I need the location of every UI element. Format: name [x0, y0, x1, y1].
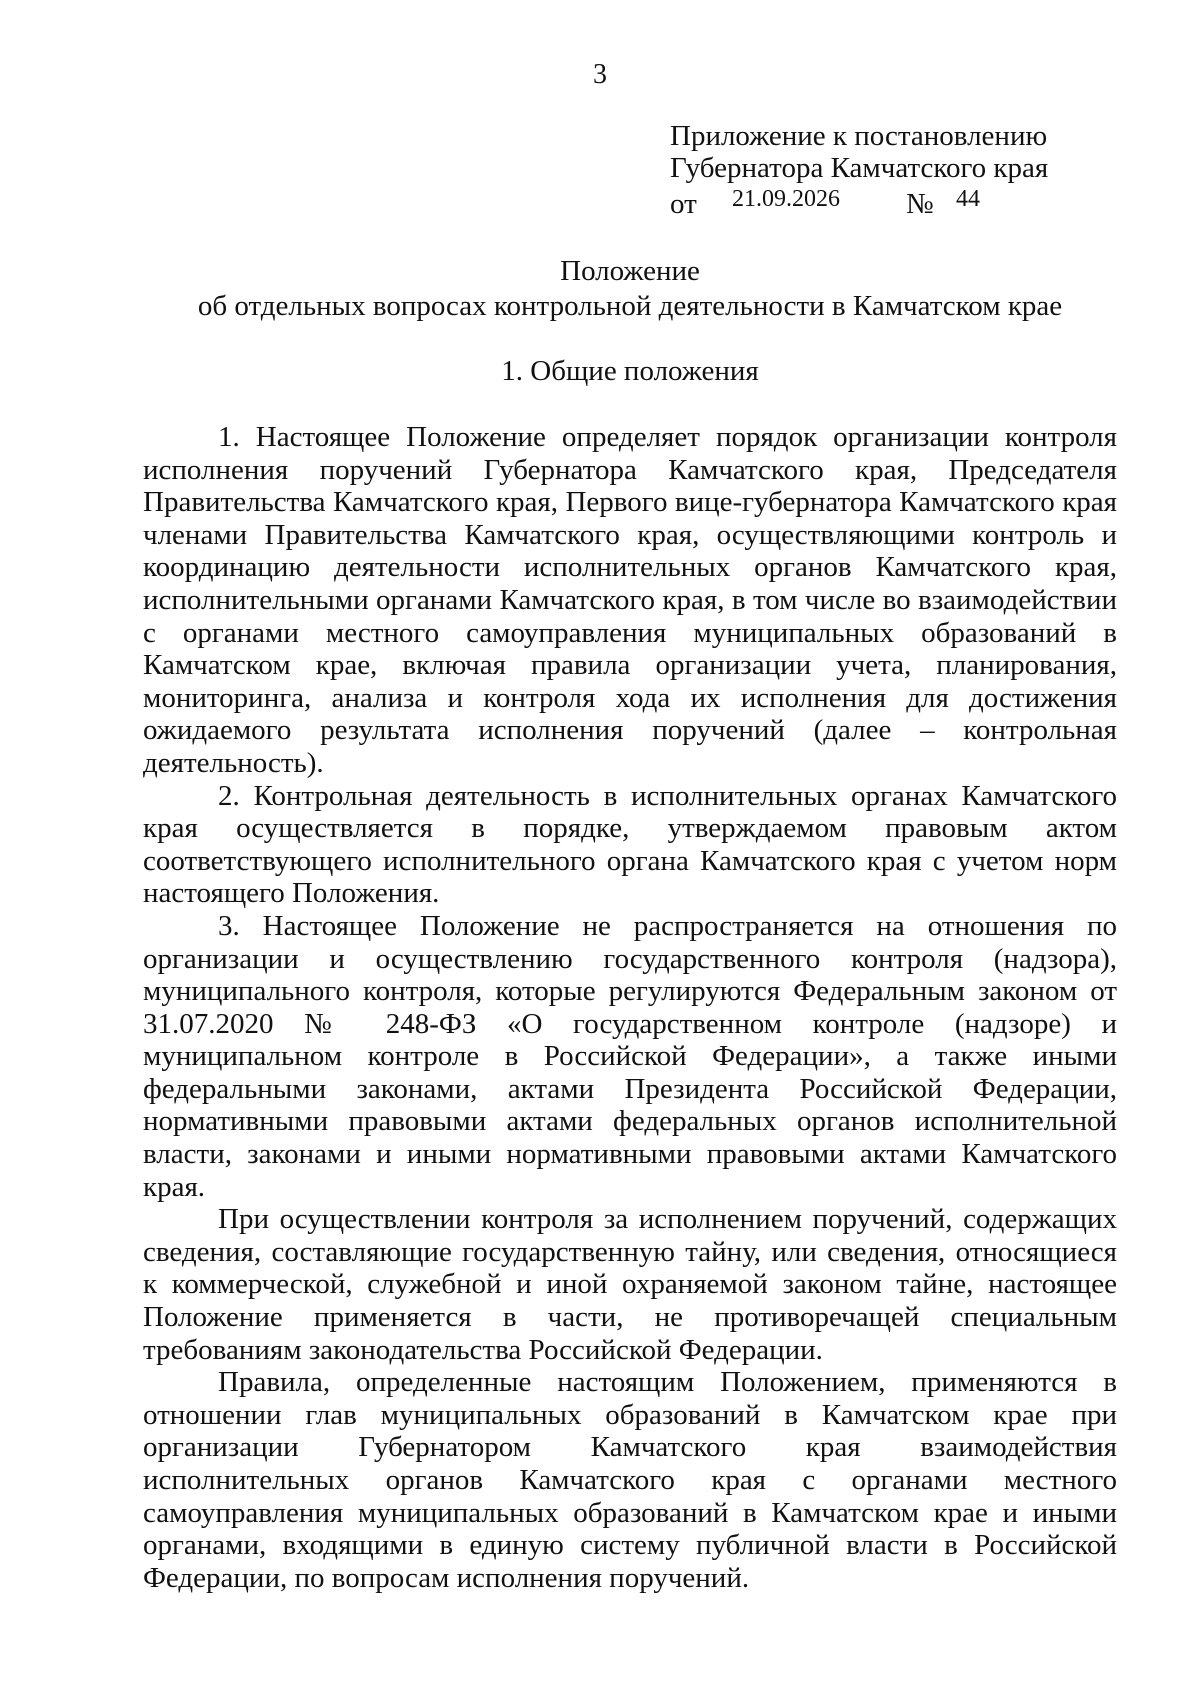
document-number: 44	[956, 186, 980, 212]
paragraph-2: 2. Контрольная деятельность в исполнительных органах Камчатского края осуществляется в порядке, утверждаемом правовым актом соответствующего исполнительного органа Камчатского края с учетом норм настоящего Положения.	[143, 779, 1117, 910]
page-number: 3	[593, 59, 607, 90]
document-date: 21.09.2026	[732, 186, 840, 212]
appendix-line-1: Приложение к постановлению	[670, 120, 1048, 152]
document-title	[0, 254, 1200, 324]
paragraph-1: 1. Настоящее Положение определяет порядок организации контроля исполнения поручений Губернатора Камчатского края, Председателя Правительства Камчатского края, Первого вице-губернатора Камчатского края членами Правительства Камчатского края, осуществляющими контроль и координацию деятельности исполнительных органов Камчатского края, исполнительными органами Камчатского края, в том числе во взаимодействии с органами местного самоуправления муниципальных образований в Камчатском крае, включая правила организации учета, планирования, мониторинга, анализа и контроля хода их исполнения для достижения ожидаемого результата исполнения поручений (далее – контрольная деятельность).	[143, 421, 1117, 779]
paragraph-4: При осуществлении контроля за исполнением поручений, содержащих сведения, составляющие государственную тайну, или сведения, относящиеся к коммерческой, служебной и иной охраняемой законом тайне, настоящее Положение применяется в части, не противоречащей специальным требованиям законодательства Российской Федерации.	[143, 1203, 1117, 1366]
number-sign: №	[906, 188, 934, 220]
appendix-line-2: Губернатора Камчатского края	[670, 152, 1049, 184]
appendix-date-line	[670, 184, 1048, 218]
document-title-line-2: об отдельных вопросах контрольной деятельности в Камчатском крае	[197, 290, 1063, 322]
document-title-line-1: Положение	[560, 255, 700, 287]
paragraph-5: Правила, определенные настоящим Положением, применяются в отношении глав муниципальных образований в Камчатском крае при организации Губернатором Камчатского края взаимодействия исполнительных органов Камчатского края с органами местного самоуправления муниципальных образований в Камчатском крае и иными органами, входящими в единую систему публичной власти в Российской Федерации, по вопросам исполнения поручений.	[143, 1366, 1117, 1594]
paragraph-3: 3. Настоящее Положение не распространяется на отношения по организации и осуществлению государственного контроля (надзора), муниципального контроля, которые регулируются Федеральным законом от 31.07.2020 № 248-ФЗ «О государственном контроле (надзоре) и муниципальном контроле в Российской Федерации», а также иными федеральными законами, актами Президента Российской Федерации, нормативными правовыми актами федеральных органов исполнительной власти, законами и иными нормативными правовыми актами Камчатского края.	[143, 909, 1117, 1203]
body-text	[143, 421, 1117, 1594]
appendix-block	[670, 120, 1048, 218]
date-prefix: от	[670, 188, 697, 220]
section-heading: 1. Общие положения	[501, 355, 759, 387]
